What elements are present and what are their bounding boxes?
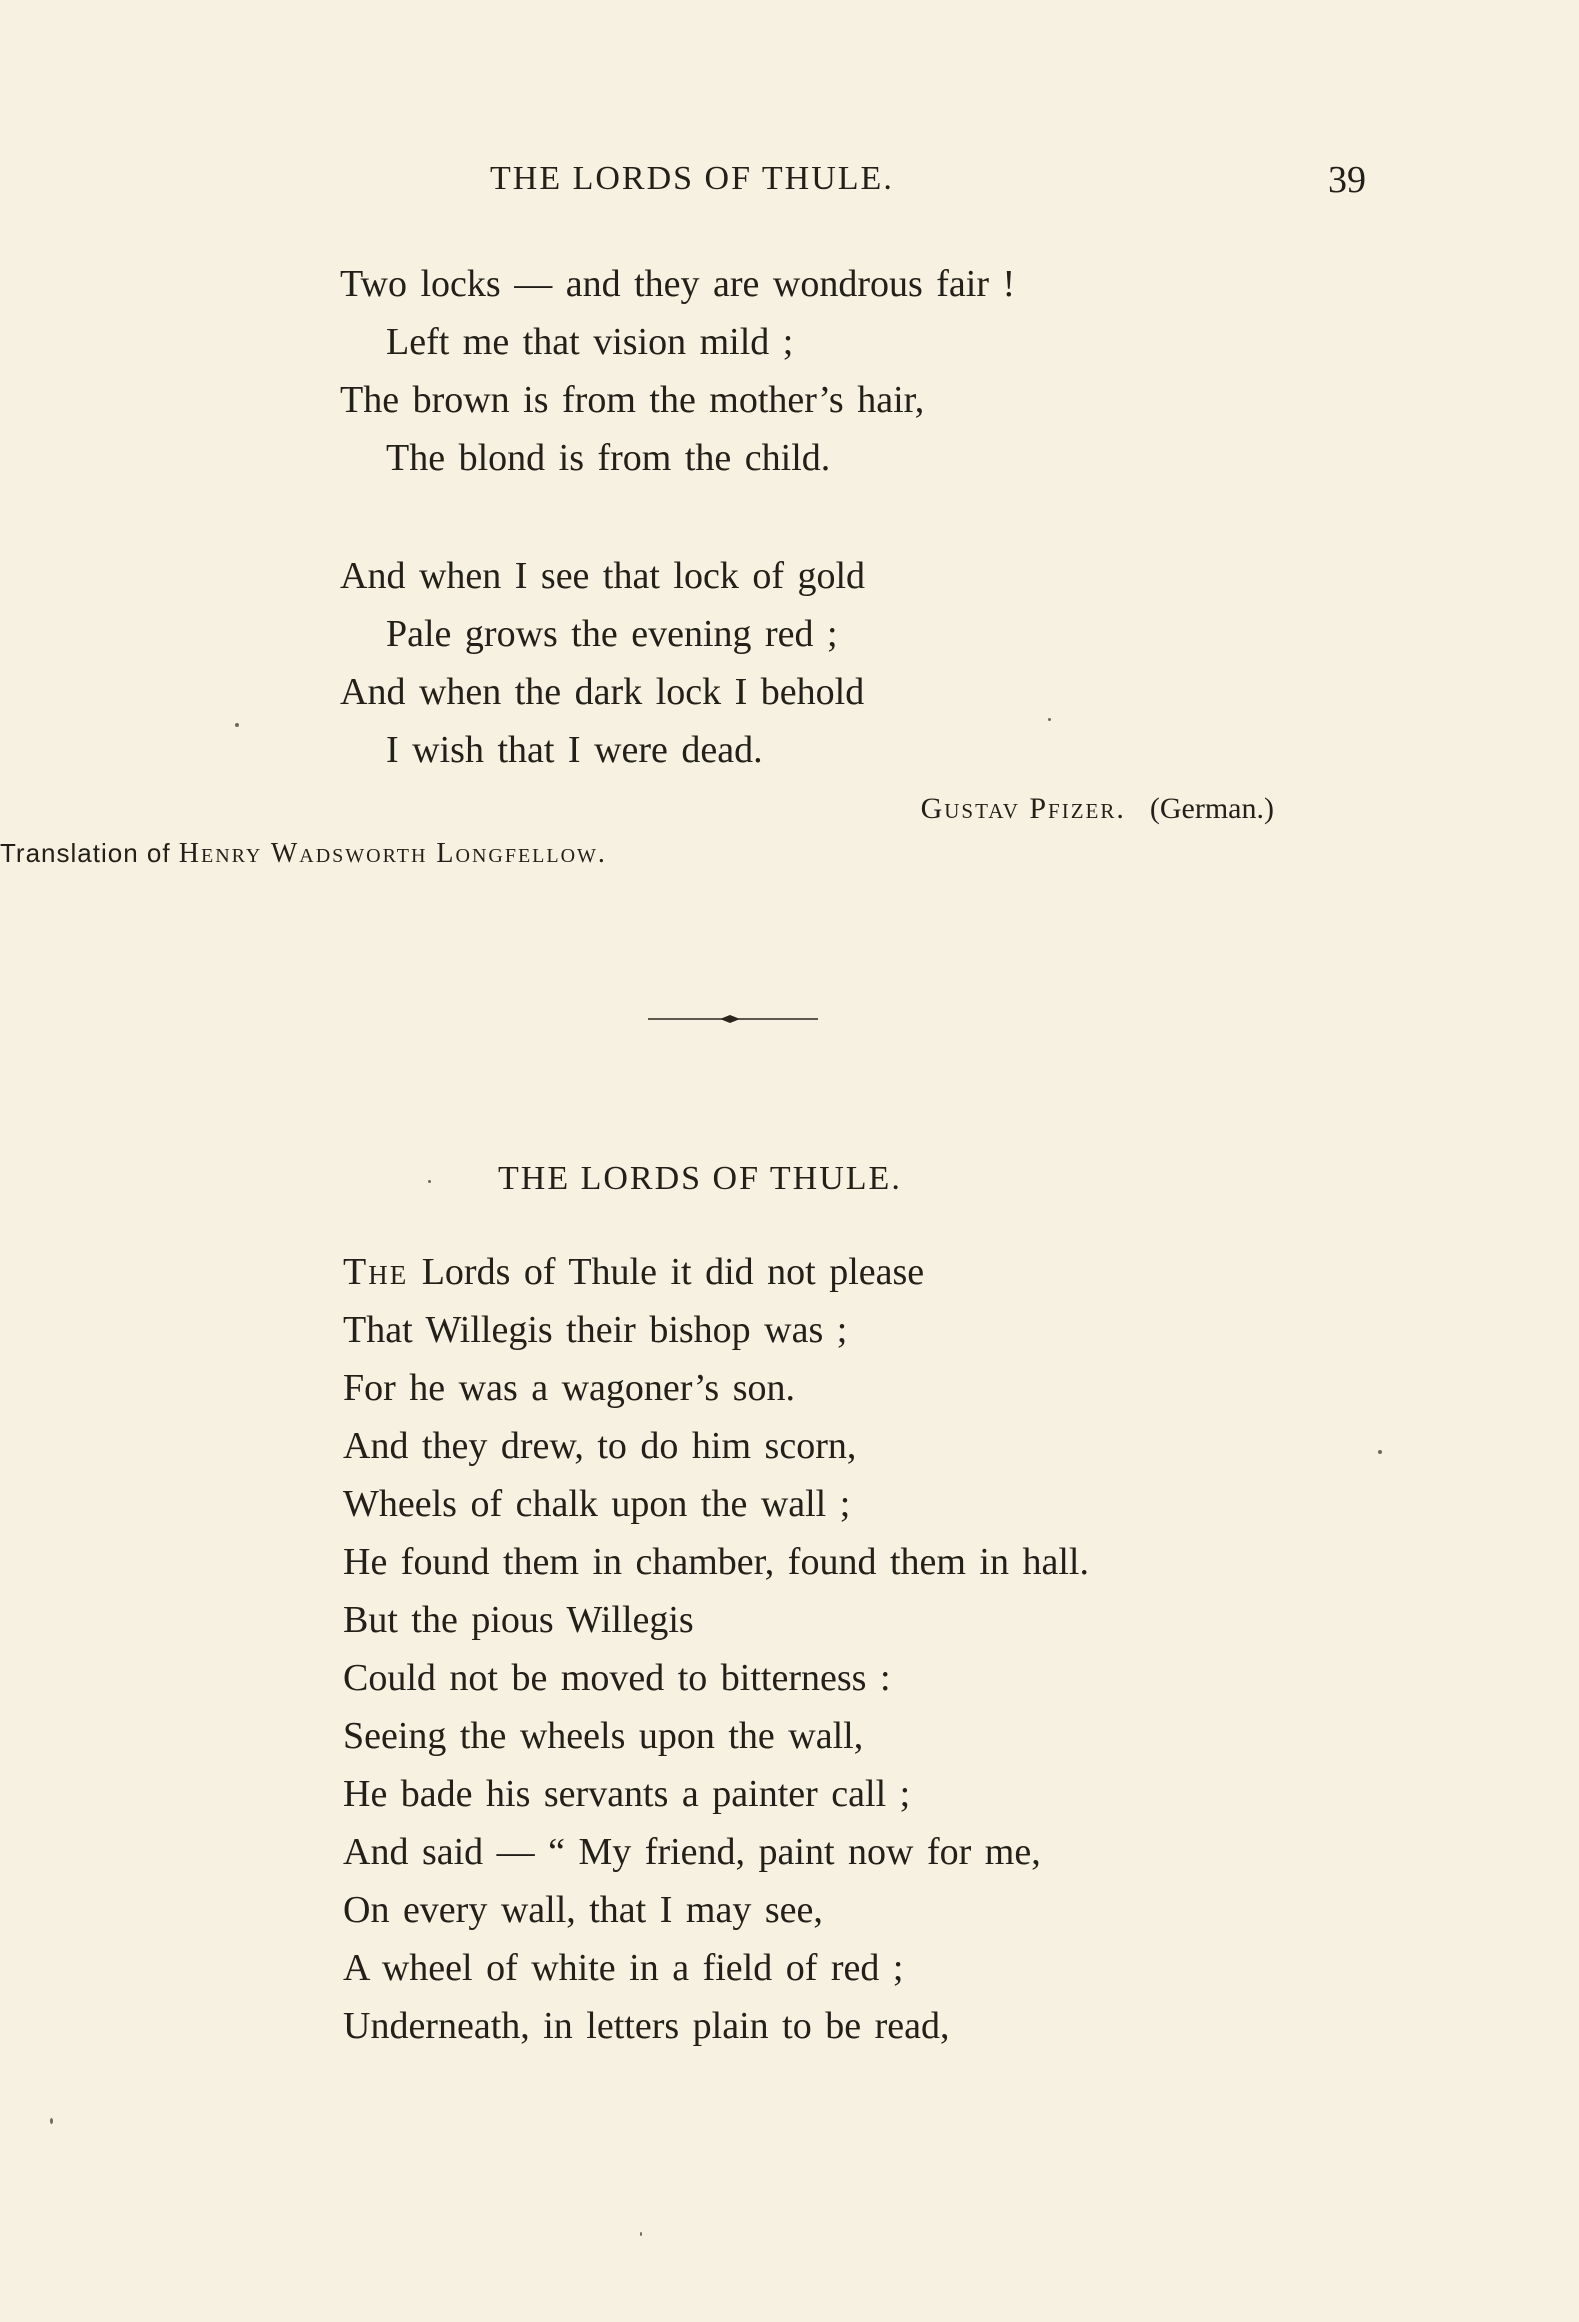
paper-speck — [235, 723, 239, 727]
verse-line: And said — “ My friend, paint now for me, — [343, 1831, 1041, 1873]
verse-line: Underneath, in letters plain to be read, — [343, 2005, 950, 2047]
verse-line: I wish that I were dead. — [386, 729, 763, 771]
running-head-title: THE LORDS OF THULE. — [490, 160, 894, 197]
verse-line: But the pious Willegis — [343, 1599, 694, 1641]
poem-title: THE LORDS OF THULE. — [498, 1160, 902, 1197]
first-line-rest: Lords of Thule it did not please — [408, 1251, 925, 1293]
verse-line: And they drew, to do him scorn, — [343, 1425, 857, 1467]
verse-line: Left me that vision mild ; — [386, 321, 794, 363]
verse-line: He found them in chamber, found them in hall. — [343, 1541, 1089, 1583]
running-head — [0, 160, 1579, 210]
stanza-2 — [340, 547, 865, 779]
verse-line — [343, 1243, 1089, 1301]
verse-line: That Willegis their bishop was ; — [343, 1309, 848, 1351]
author-name: Gustav Pfizer. — [920, 792, 1126, 825]
verse-line: The blond is from the child. — [386, 437, 831, 479]
translator-name: Henry Wadsworth Longfellow. — [178, 838, 607, 869]
verse-line: Could not be moved to bitterness : — [343, 1657, 891, 1699]
paper-speck — [1378, 1450, 1382, 1454]
verse-line: Pale grows the evening red ; — [386, 613, 838, 655]
paper-speck — [50, 2118, 53, 2124]
verse-line: Wheels of chalk upon the wall ; — [343, 1483, 851, 1525]
page-number: 39 — [1328, 159, 1366, 201]
verse-line: Two locks — and they are wondrous fair ! — [340, 263, 1016, 305]
translation-prefix: Translation of — [0, 838, 171, 868]
paper-speck — [1048, 718, 1051, 721]
section-divider — [648, 1013, 818, 1025]
verse-line: And when the dark lock I behold — [340, 671, 865, 713]
verse-line: On every wall, that I may see, — [343, 1889, 823, 1931]
paper-speck — [428, 1180, 431, 1183]
first-word: The — [343, 1251, 409, 1293]
source-language: (German.) — [1149, 792, 1274, 825]
translation-credit — [0, 838, 607, 870]
verse-line: The brown is from the mother’s hair, — [340, 379, 925, 421]
verse-line: Seeing the wheels upon the wall, — [343, 1715, 864, 1757]
verse-line: He bade his servants a painter call ; — [343, 1773, 911, 1815]
verse-line: And when I see that lock of gold — [340, 555, 866, 597]
author-attribution — [921, 792, 1274, 826]
verse-line: A wheel of white in a field of red ; — [343, 1947, 904, 1989]
paper-speck — [640, 2232, 642, 2236]
verse-line: For he was a wagoner’s son. — [343, 1367, 795, 1409]
stanza-1 — [340, 255, 1015, 487]
poem-body — [343, 1243, 1089, 2055]
